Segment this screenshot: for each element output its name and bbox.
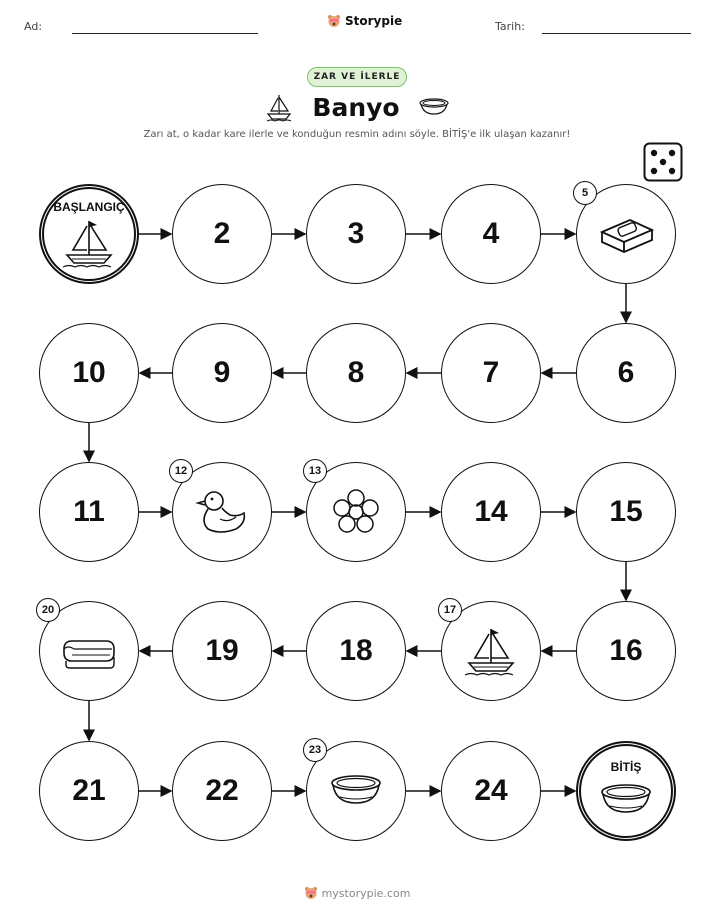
board-square bbox=[39, 323, 139, 423]
board-square bbox=[172, 601, 272, 701]
soap-icon bbox=[596, 212, 656, 256]
square-number: 11 bbox=[73, 495, 105, 528]
square-number: 18 bbox=[339, 634, 373, 667]
rubber-duck-icon bbox=[194, 487, 250, 537]
date-label: Tarih: bbox=[495, 20, 525, 33]
board-square bbox=[306, 462, 406, 562]
bowl-icon bbox=[598, 782, 654, 818]
bear-mascot-icon bbox=[304, 886, 318, 900]
page-title: Banyo bbox=[312, 92, 400, 122]
square-number-tag: 23 bbox=[303, 738, 327, 762]
board-square bbox=[39, 741, 139, 841]
folded-towel-icon bbox=[60, 631, 118, 671]
board-square bbox=[172, 741, 272, 841]
sailboat-icon bbox=[461, 625, 521, 677]
square-number: 2 bbox=[213, 217, 231, 250]
footer-url: mystorypie.com bbox=[321, 886, 411, 900]
game-type-badge: ZAR VE İLERLE bbox=[307, 67, 407, 87]
finish-label: BİTİŞ bbox=[610, 760, 642, 774]
square-number-tag: 20 bbox=[36, 598, 60, 622]
board-square bbox=[39, 462, 139, 562]
board-square bbox=[172, 323, 272, 423]
board-square bbox=[306, 601, 406, 701]
board-square bbox=[441, 184, 541, 284]
board-square bbox=[172, 462, 272, 562]
square-number: 19 bbox=[205, 634, 239, 667]
sailboat-icon bbox=[59, 217, 119, 269]
board-square bbox=[441, 741, 541, 841]
finish-square bbox=[576, 741, 676, 841]
board-square bbox=[576, 462, 676, 562]
start-label: BAŞLANGIÇ bbox=[53, 200, 125, 214]
square-number: 10 bbox=[72, 356, 106, 389]
square-number: 9 bbox=[213, 356, 231, 389]
brand-name: Storypie bbox=[345, 14, 403, 28]
board-square bbox=[441, 323, 541, 423]
square-number: 7 bbox=[482, 356, 500, 389]
square-number-tag: 5 bbox=[573, 181, 597, 205]
square-number: 21 bbox=[72, 774, 106, 807]
square-number: 8 bbox=[347, 356, 365, 389]
start-square bbox=[39, 184, 139, 284]
board-square bbox=[576, 323, 676, 423]
instructions: Zarı at, o kadar kare ilerle ve konduğun resmin adını söyle. BİTİŞ'e ilk ulaşan kazanır! bbox=[143, 129, 571, 140]
square-number: 4 bbox=[482, 217, 500, 250]
square-number: 24 bbox=[474, 774, 508, 807]
square-number: 16 bbox=[609, 634, 643, 667]
square-number: 22 bbox=[205, 774, 239, 807]
bath-bubbles-icon bbox=[329, 487, 383, 537]
board-square bbox=[306, 323, 406, 423]
board-square bbox=[306, 184, 406, 284]
footer bbox=[0, 886, 714, 900]
square-number-tag: 12 bbox=[169, 459, 193, 483]
square-number-tag: 17 bbox=[438, 598, 462, 622]
board-square bbox=[172, 184, 272, 284]
board-square bbox=[306, 741, 406, 841]
square-number: 15 bbox=[609, 495, 643, 528]
square-number: 6 bbox=[617, 356, 635, 389]
square-number-tag: 13 bbox=[303, 459, 327, 483]
name-label: Ad: bbox=[24, 20, 43, 33]
board-square bbox=[441, 601, 541, 701]
board-square bbox=[39, 601, 139, 701]
board-square bbox=[576, 184, 676, 284]
board-square bbox=[576, 601, 676, 701]
bowl-icon bbox=[328, 773, 384, 809]
square-number: 14 bbox=[474, 495, 508, 528]
square-number: 3 bbox=[347, 217, 365, 250]
board-square bbox=[441, 462, 541, 562]
